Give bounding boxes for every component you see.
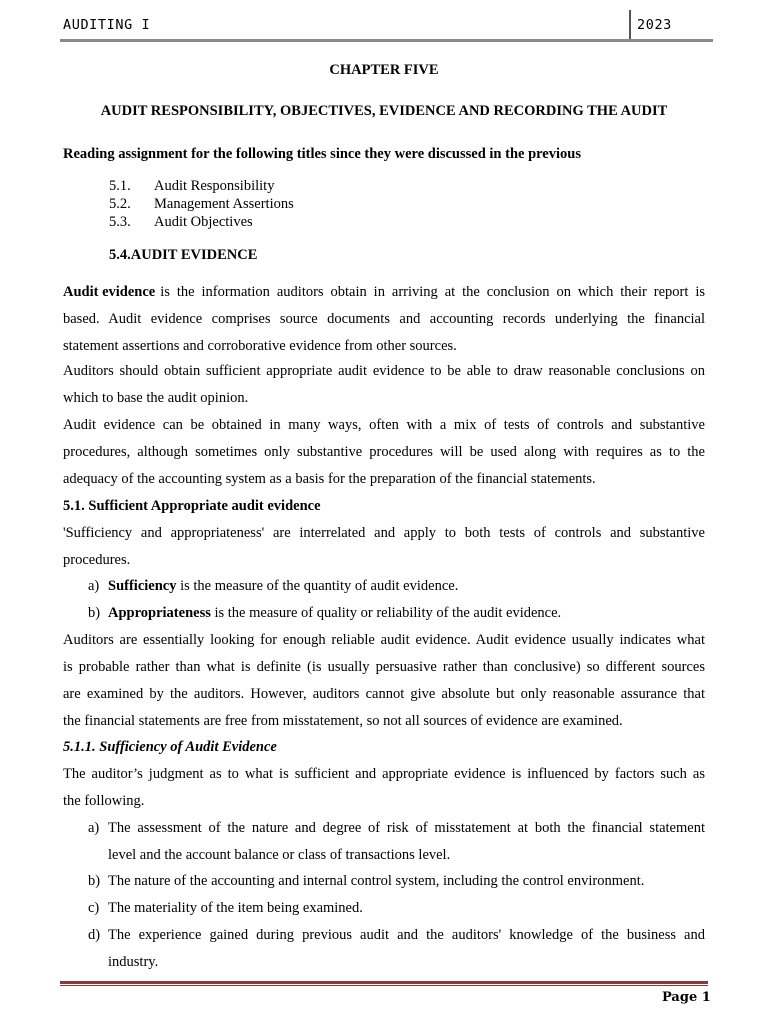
term-audit-evidence: Audit evidence [63,284,156,300]
list-item-text: The nature of the accounting and internal control system, including the control environment. [108,873,645,889]
section-heading-sufficiency: 5.1.1. Sufficiency of Audit Evidence [63,739,277,755]
list-marker: b) [88,873,101,889]
paragraph-line: procedures, although sometimes only substantive procedures will be used along with requires as to the [63,444,705,460]
paragraph-line: procedures. [63,552,131,568]
paragraph-text: is the information auditors obtain in arriving at the conclusion on which their report is [160,284,705,300]
list-item-text: is the measure of the quantity of audit evidence. [180,578,459,594]
header-course-title: AUDITING I [63,17,151,33]
paragraph-line: which to base the audit opinion. [63,390,249,406]
list-marker: d) [88,927,101,943]
list-marker: c) [88,900,100,916]
list-item-text: The experience gained during previous audit and the auditors' knowledge of the business and [108,927,705,943]
list-item [108,578,458,595]
footer-rule-thin [60,985,708,986]
header-year: 2023 [637,17,672,33]
page-number: Page 1 [662,990,711,1005]
list-item-text: level and the account balance or class of transactions level. [108,847,451,863]
header-divider [629,10,631,40]
section-heading-audit-evidence: 5.4.AUDIT EVIDENCE [109,247,258,263]
reading-item-text: Management Assertions [154,196,294,212]
list-item-text: is the measure of quality or reliability of the audit evidence. [214,605,562,621]
chapter-label: CHAPTER FIVE [329,62,439,78]
paragraph-line: Auditors are essentially looking for enough reliable audit evidence. Audit evidence usually indicates what [63,632,705,648]
paragraph-line: the financial statements are free from misstatement, so not all sources of evidence are examined. [63,713,623,729]
paragraph-line: 'Sufficiency and appropriateness' are interrelated and apply to both tests of controls and substantive [63,525,705,541]
list-marker: a) [88,820,100,836]
section-heading-sufficient-appropriate: 5.1. Sufficient Appropriate audit evidence [63,498,321,514]
paragraph-line: based. Audit evidence comprises source documents and accounting records underlying the financial [63,311,705,327]
reading-item-number: 5.3. [109,214,131,230]
list-marker: a) [88,578,100,594]
reading-item-text: Audit Objectives [154,214,253,230]
header-rule [60,39,713,42]
list-item-text: The materiality of the item being examined. [108,900,363,916]
reading-item-text: Audit Responsibility [154,178,275,194]
paragraph-line: is probable rather than what is definite (is usually persuasive rather than conclusive) so different sources [63,659,705,675]
paragraph-line: statement assertions and corroborative evidence from other sources. [63,338,457,354]
paragraph-line [63,284,705,301]
paragraph-line: adequacy of the accounting system as a basis for the preparation of the financial statements. [63,471,596,487]
paragraph-line: Audit evidence can be obtained in many ways, often with a mix of tests of controls and substantive [63,417,705,433]
paragraph-line: the following. [63,793,145,809]
reading-item-number: 5.2. [109,196,131,212]
paragraph-line: Auditors should obtain sufficient appropriate audit evidence to be able to draw reasonable conclusions on [63,363,705,379]
term-appropriateness: Appropriateness [108,605,211,621]
footer-rule [60,981,708,984]
paragraph-line: are examined by the auditors. However, auditors cannot give absolute but only reasonable assurance that [63,686,705,702]
paragraph-line: The auditor’s judgment as to what is sufficient and appropriate evidence is influenced by factors such as [63,766,705,782]
reading-item-number: 5.1. [109,178,131,194]
term-sufficiency: Sufficiency [108,578,177,594]
list-item [108,605,561,622]
list-marker: b) [88,605,101,621]
chapter-title: AUDIT RESPONSIBILITY, OBJECTIVES, EVIDENCE AND RECORDING THE AUDIT [100,103,668,119]
list-item-text: industry. [108,954,159,970]
list-item-text: The assessment of the nature and degree of risk of misstatement at both the financial statement [108,820,705,836]
reading-intro: Reading assignment for the following titles since they were discussed in the previous [63,146,581,162]
